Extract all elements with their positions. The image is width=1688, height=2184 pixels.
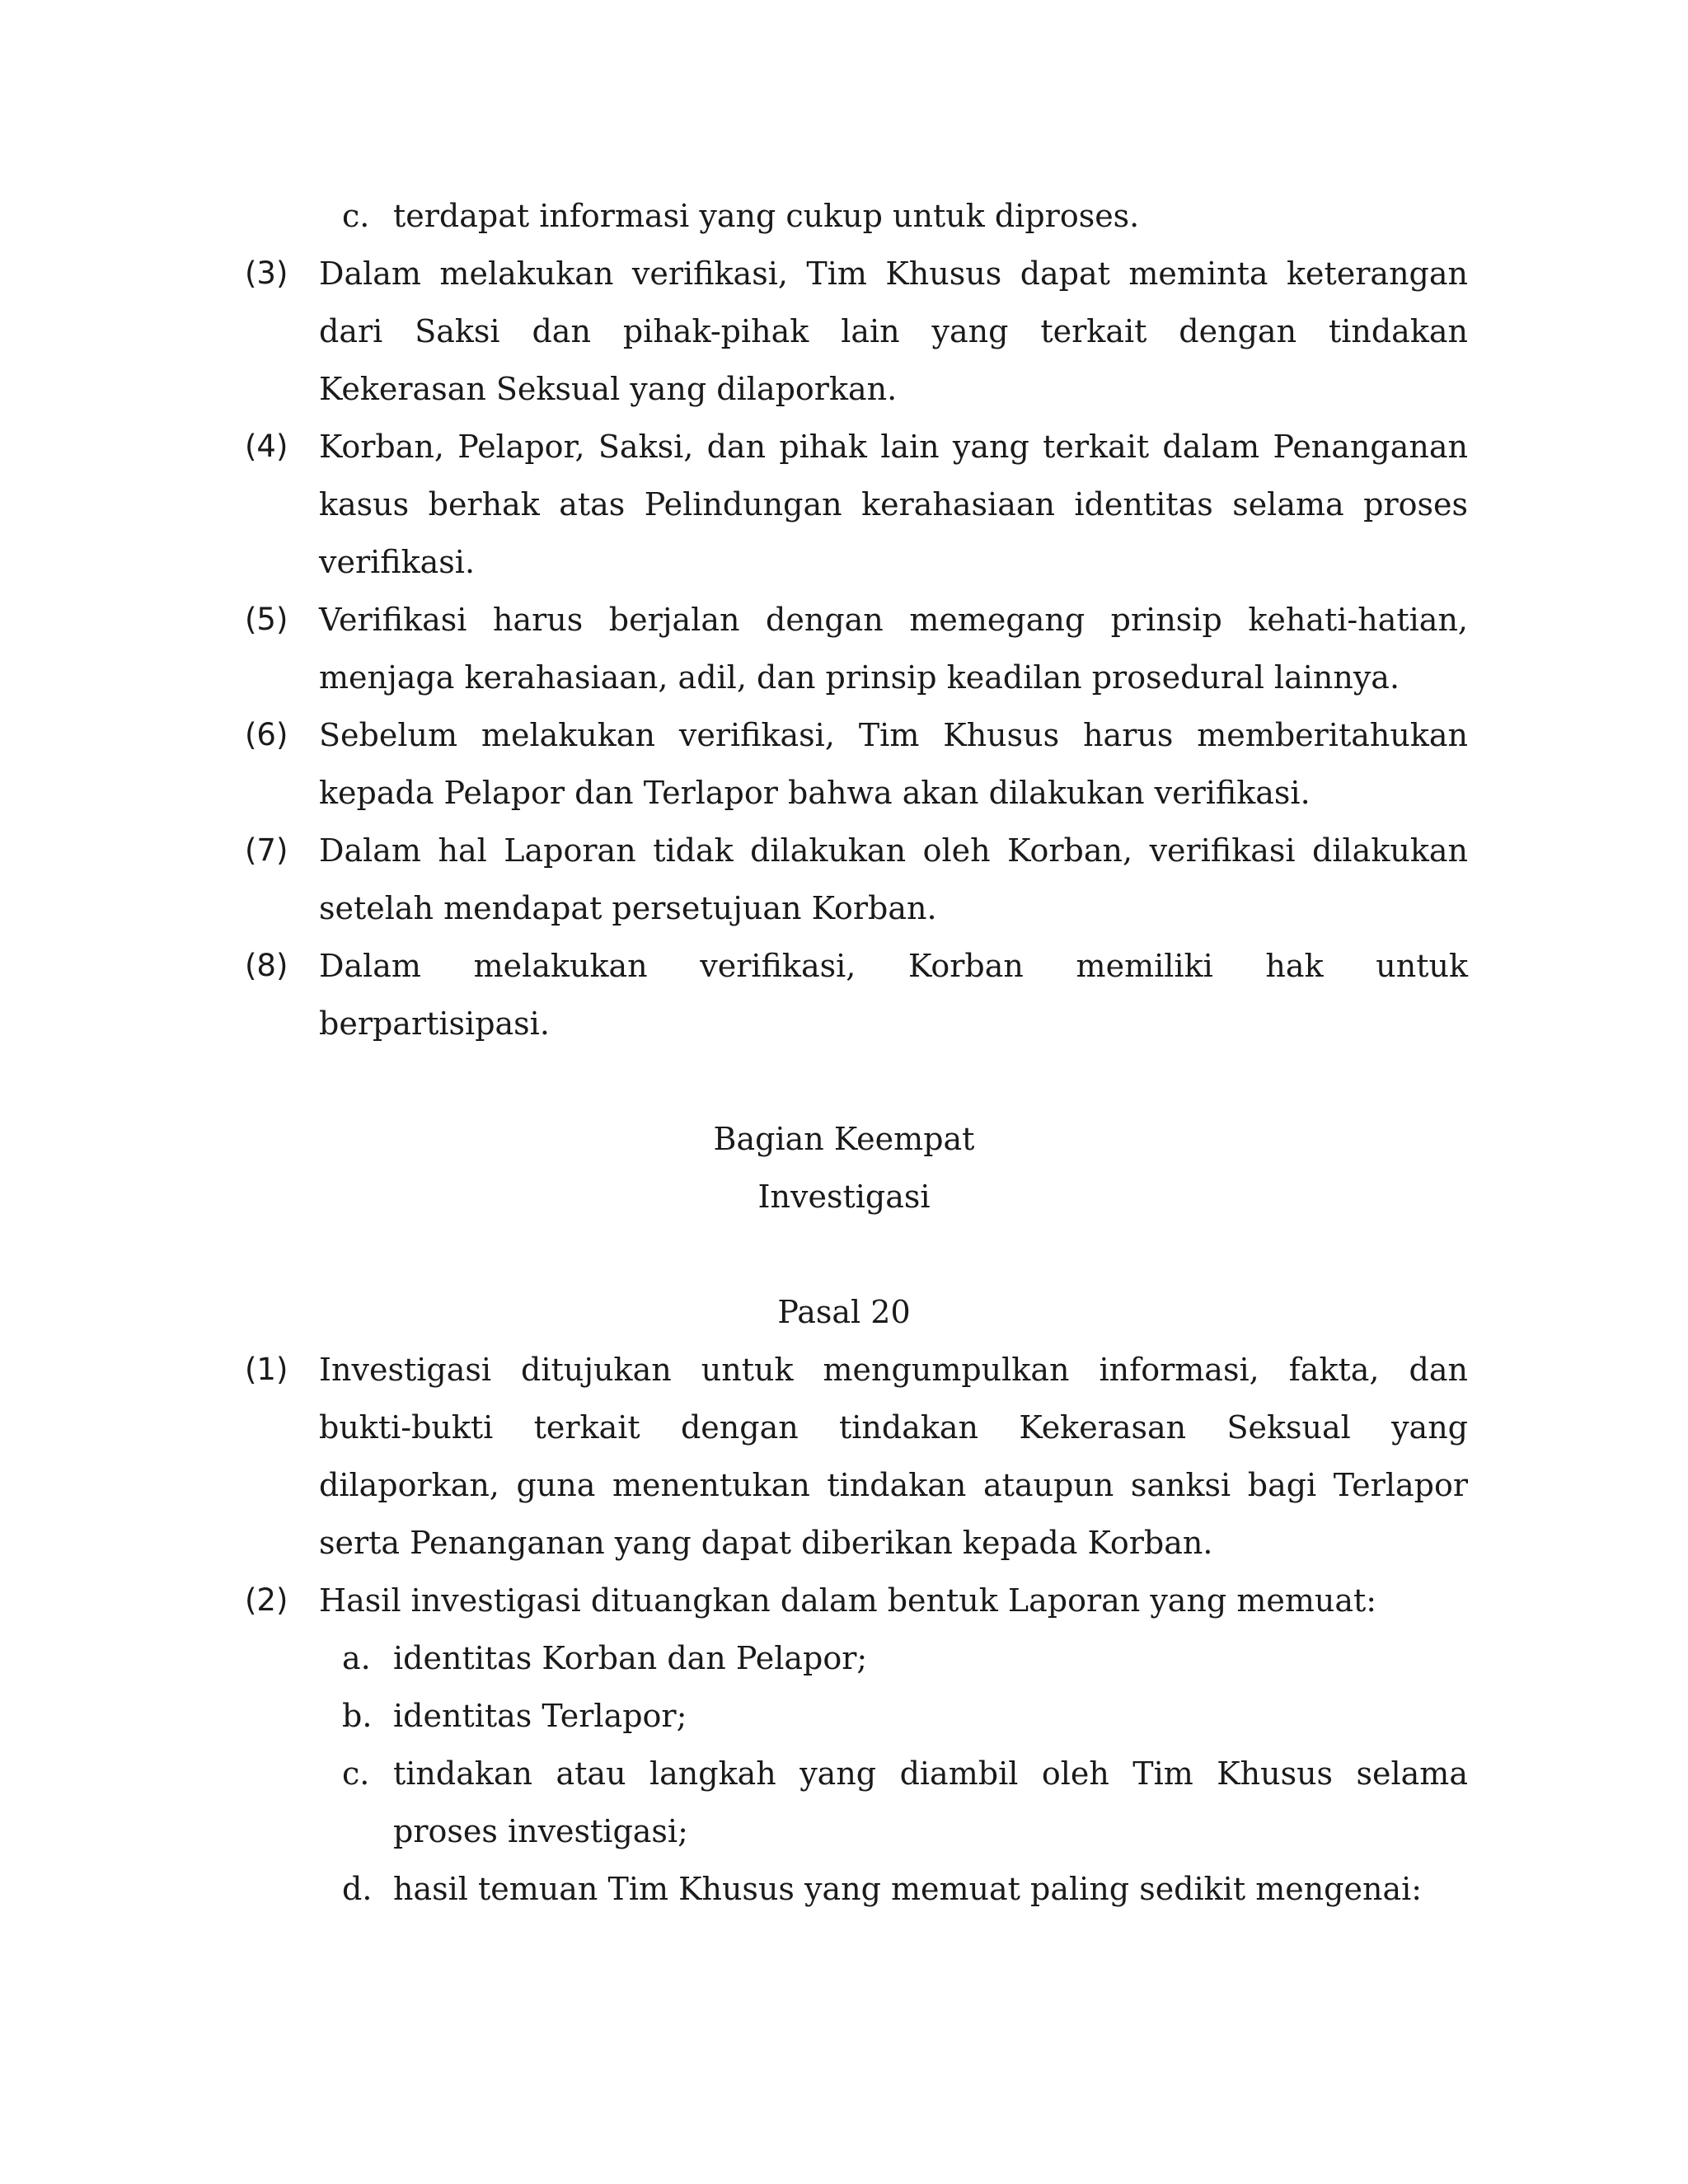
paragraph-line: Hasil investigasi dituangkan dalam bentuk Laporan yang memuat:	[319, 1582, 1377, 1619]
paragraph-number: (6)	[245, 717, 288, 752]
paragraph-number: (2)	[245, 1582, 288, 1618]
section-part-heading: Bagian Keempat	[713, 1121, 975, 1157]
list-letter: c.	[342, 198, 370, 234]
paragraph-line: dilaporkan, guna menentukan tindakan ataupun sanksi bagi Terlapor	[319, 1467, 1468, 1503]
paragraph-line: Dalam hal Laporan tidak dilakukan oleh Korban, verifikasi dilakukan	[319, 832, 1468, 869]
paragraph-line: Korban, Pelapor, Saksi, dan pihak lain yang terkait dalam Penanganan	[319, 429, 1468, 465]
paragraph-line: Sebelum melakukan verifikasi, Tim Khusus harus memberitahukan	[319, 717, 1468, 753]
paragraph-line: kepada Pelapor dan Terlapor bahwa akan dilakukan verifikasi.	[319, 775, 1311, 811]
paragraph-number: (7)	[245, 832, 288, 868]
list-text: hasil temuan Tim Khusus yang memuat paling sedikit mengenai:	[393, 1871, 1423, 1907]
list-text: identitas Terlapor;	[393, 1698, 687, 1734]
paragraph-number: (5)	[245, 602, 288, 637]
paragraph-number: (8)	[245, 948, 288, 983]
paragraph-line: Kekerasan Seksual yang dilaporkan.	[319, 371, 898, 407]
paragraph-line: berpartisipasi.	[319, 1005, 550, 1042]
article-heading: Pasal 20	[777, 1294, 911, 1330]
list-text: terdapat informasi yang cukup untuk diproses.	[393, 198, 1140, 234]
paragraph-line: dari Saksi dan pihak-pihak lain yang terkait dengan tindakan	[319, 313, 1468, 349]
list-text: proses investigasi;	[393, 1813, 688, 1849]
paragraph-number: (1)	[245, 1352, 288, 1387]
paragraph-line: bukti-bukti terkait dengan tindakan Kekerasan Seksual yang	[319, 1409, 1468, 1446]
paragraph-line: kasus berhak atas Pelindungan kerahasiaan identitas selama proses	[319, 486, 1468, 523]
list-letter: d.	[342, 1871, 373, 1907]
section-title: Investigasi	[757, 1179, 931, 1215]
list-letter: b.	[342, 1698, 373, 1734]
paragraph-number: (3)	[245, 255, 288, 291]
paragraph-line: serta Penanganan yang dapat diberikan kepada Korban.	[319, 1525, 1213, 1561]
paragraph-line: Investigasi ditujukan untuk mengumpulkan informasi, fakta, dan	[319, 1352, 1468, 1388]
paragraph-line: Dalam melakukan verifikasi, Korban memiliki hak untuk	[319, 948, 1468, 984]
list-text: tindakan atau langkah yang diambil oleh Tim Khusus selama	[393, 1755, 1468, 1792]
paragraph-line: setelah mendapat persetujuan Korban.	[319, 890, 937, 926]
list-text: identitas Korban dan Pelapor;	[393, 1640, 868, 1676]
paragraph-line: menjaga kerahasiaan, adil, dan prinsip keadilan prosedural lainnya.	[319, 659, 1400, 696]
paragraph-line: Dalam melakukan verifikasi, Tim Khusus dapat meminta keterangan	[319, 255, 1468, 292]
paragraph-number: (4)	[245, 429, 288, 464]
paragraph-line: verifikasi.	[319, 544, 476, 580]
list-letter: c.	[342, 1755, 370, 1792]
list-letter: a.	[342, 1640, 371, 1676]
paragraph-line: Verifikasi harus berjalan dengan memegang prinsip kehati-hatian,	[319, 602, 1468, 638]
